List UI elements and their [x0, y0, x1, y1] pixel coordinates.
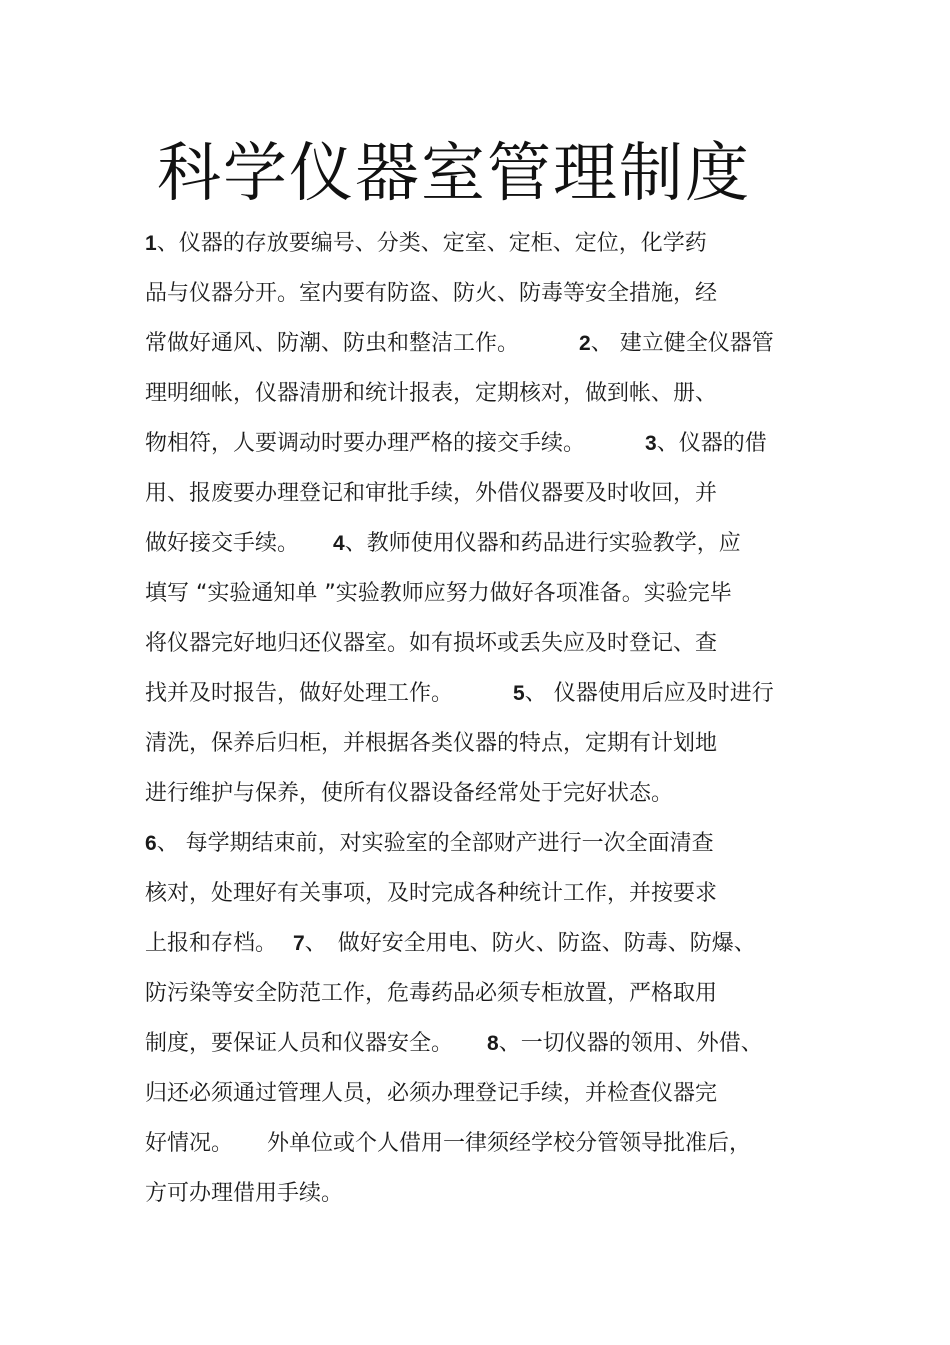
- text-segment: 理明细帐，仪器清册和统计报表，定期核对，做到帐、册、: [145, 381, 718, 406]
- item-number: 8: [487, 1032, 499, 1055]
- text-segment: 进行维护与保养，使所有仪器设备经常处于完好状态。: [145, 781, 674, 806]
- text-segment: 常做好通风、防潮、防虫和整洁工作。: [145, 331, 520, 356]
- item-number: 4: [333, 532, 345, 555]
- text-segment: 外单位或个人借用一律须经学校分管领导批准后，: [267, 1131, 752, 1156]
- text-line: [145, 519, 805, 569]
- text-line: [145, 419, 805, 469]
- text-line: [145, 1119, 805, 1169]
- text-segment: 清洗，保养后归柜，并根据各类仪器的特点，定期有计划地: [145, 731, 718, 756]
- text-line: [145, 819, 805, 869]
- text-line: [145, 219, 805, 269]
- item-number: 7: [293, 932, 305, 955]
- text-segment: 、仪器的存放要编号、分类、定室、定柜、定位，化学药: [156, 231, 707, 256]
- text-segment: 防污染等安全防范工作，危毒药品必须专柜放置，严格取用: [145, 981, 718, 1006]
- text-segment: 、 仪器使用后应及时进行: [524, 681, 774, 706]
- text-segment: 找并及时报告，做好处理工作。: [145, 681, 454, 706]
- text-line: [145, 1169, 805, 1219]
- text-segment: 、 建立健全仪器管: [590, 331, 774, 356]
- document-title: 科学仪器室管理制度: [157, 137, 751, 211]
- item-number: 1: [145, 232, 157, 255]
- text-line: [145, 1069, 805, 1119]
- text-segment: 物相符，人要调动时要办理严格的接交手续。: [145, 431, 586, 456]
- text-line: [145, 619, 805, 669]
- text-segment: 用、报废要办理登记和审批手续，外借仪器要及时收回，并: [145, 481, 718, 506]
- text-segment: 填写 “实验通知单 ”实验教师应努力做好各项准备。实验完毕: [145, 581, 732, 606]
- text-segment: 、仪器的借: [656, 431, 767, 456]
- text-line: [145, 669, 805, 719]
- text-line: [145, 1019, 805, 1069]
- text-line: [145, 269, 805, 319]
- text-segment: 品与仪器分开。室内要有防盗、防火、防毒等安全措施，经: [145, 281, 718, 306]
- text-line: [145, 919, 805, 969]
- text-line: [145, 769, 805, 819]
- text-line: [145, 969, 805, 1019]
- item-number: 3: [645, 432, 657, 455]
- document-body: [145, 219, 805, 1219]
- item-number: 5: [513, 682, 525, 705]
- text-segment: 归还必须通过管理人员，必须办理登记手续，并检查仪器完: [145, 1081, 718, 1106]
- text-line: [145, 869, 805, 919]
- text-line: [145, 569, 805, 619]
- text-line: [145, 369, 805, 419]
- text-segment: 上报和存档。: [145, 931, 278, 956]
- text-segment: 、 做好安全用电、防火、防盗、防毒、防爆、: [304, 931, 756, 956]
- text-segment: 、 每学期结束前，对实验室的全部财产进行一次全面清查: [156, 831, 714, 856]
- text-segment: 好情况。: [145, 1131, 234, 1156]
- text-line: [145, 319, 805, 369]
- text-segment: 制度，要保证人员和仪器安全。: [145, 1031, 454, 1056]
- text-line: [145, 719, 805, 769]
- text-segment: 、一切仪器的领用、外借、: [498, 1031, 763, 1056]
- text-segment: 、教师使用仪器和药品进行实验教学，应: [344, 531, 741, 556]
- text-segment: 将仪器完好地归还仪器室。如有损坏或丢失应及时登记、查: [145, 631, 718, 656]
- text-segment: 做好接交手续。: [145, 531, 300, 556]
- item-number: 6: [145, 832, 157, 855]
- text-segment: 核对，处理好有关事项，及时完成各种统计工作，并按要求: [145, 881, 718, 906]
- text-line: [145, 469, 805, 519]
- item-number: 2: [579, 332, 591, 355]
- text-segment: 方可办理借用手续。: [145, 1181, 344, 1206]
